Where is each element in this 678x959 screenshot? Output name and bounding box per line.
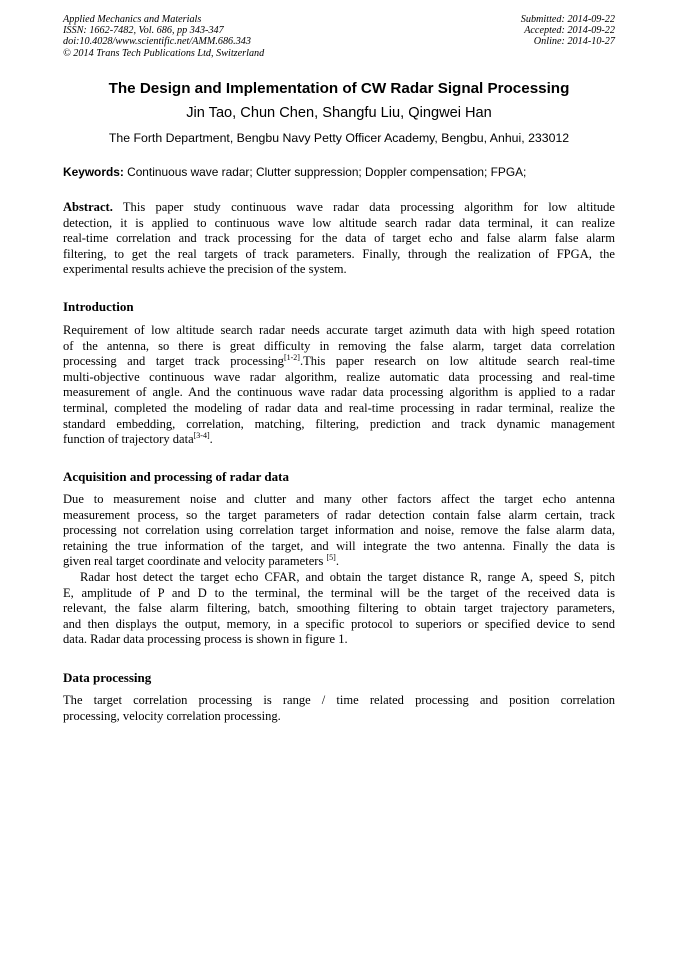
affiliation: The Forth Department, Bengbu Navy Petty Officer Academy, Bengbu, Anhui, 233012 <box>108 131 570 145</box>
citation-1-2: [1-2] <box>283 353 300 363</box>
paragraph-line: measurement process, so the target parameters of radar detection contain false alarm certain, track <box>63 507 615 522</box>
paragraph-line <box>63 554 615 570</box>
paragraph-line: of the antenna, so there is great difficulty in removing the false alarm, target data correlation <box>63 338 615 353</box>
dates-info <box>521 14 615 48</box>
paragraph-line: E, amplitude of P and D to the terminal, the terminal will be the target of the received data is <box>63 585 615 600</box>
line-text: .This paper research on low altitude search real-time <box>299 354 615 369</box>
doi-line: doi:10.4028/www.scientific.net/AMM.686.343 <box>63 36 251 48</box>
abstract-line: real-time correlation and track processing for the data of target echo and false alarm false alarm <box>63 231 615 246</box>
paragraph-line: data. Radar data processing process is shown in figure 1. <box>63 632 348 647</box>
accepted-date: Accepted: 2014-09-22 <box>524 25 615 37</box>
paragraph-line: terminal, completed the modeling of radar data and real-time processing in radar terminal, realize the <box>63 400 615 415</box>
copyright-line: © 2014 Trans Tech Publications Ltd, Switzerland <box>63 47 265 59</box>
paragraph-line: standard embedding, correlation, matching, filtering, prediction and track dynamic management <box>63 416 615 431</box>
submitted-date: Submitted: 2014-09-22 <box>520 14 615 25</box>
abstract-line: experimental results achieve the precision of the system. <box>63 262 347 277</box>
line-text: function of trajectory data <box>63 432 194 447</box>
citation-3-4: [3-4] <box>193 430 210 440</box>
paragraph-line: and then displays the output, memory, in a specific protocol to superiors or specified device to send <box>63 616 615 631</box>
paragraph-line: processing not correlation using correlation target information and noise, remove the false alarm data, <box>63 523 615 538</box>
introduction-body <box>63 323 615 448</box>
line-text: processing and target track processing <box>63 354 284 369</box>
line-text: . <box>209 432 213 447</box>
journal-name: Applied Mechanics and Materials <box>63 14 202 25</box>
keywords <box>63 165 615 179</box>
paragraph-line: The target correlation processing is range / time related processing and position correlation <box>63 693 615 707</box>
line-text: . <box>335 554 339 569</box>
abstract <box>63 200 615 278</box>
author-list: Jin Tao, Chun Chen, Shangfu Liu, Qingwei Han <box>186 105 492 121</box>
issn-line: ISSN: 1662-7482, Vol. 686, pp 343-347 <box>63 25 224 37</box>
paragraph-line: processing, velocity correlation processing. <box>63 708 281 723</box>
paragraph-line: Due to measurement noise and clutter and many other factors affect the target echo antenna <box>63 492 615 506</box>
citation-5: [5] <box>326 553 336 563</box>
data-processing-heading: Data processing <box>63 670 152 685</box>
keywords-text: Continuous wave radar; Clutter suppression; Doppler compensation; FPGA; <box>127 165 527 179</box>
introduction-heading: Introduction <box>63 299 134 314</box>
keywords-label: Keywords: <box>63 165 124 179</box>
abstract-line: This paper study continuous wave radar data processing algorithm for low altitude <box>122 200 615 214</box>
online-date: Online: 2014-10-27 <box>533 36 615 48</box>
paragraph-line: measurement of angle. And the continuous wave radar data processing algorithm is applied to a radar <box>63 385 615 400</box>
line-text: given real target coordinate and velocity parameters <box>63 554 327 569</box>
paragraph-line: relevant, the false alarm filtering, batch, smoothing filtering to obtain target trajectory parameters, <box>63 601 615 616</box>
acquisition-body <box>63 492 615 648</box>
paragraph-line: retaining the true information of the target, and will integrate the two antenna. Finally the data is <box>63 538 615 553</box>
acquisition-heading: Acquisition and processing of radar data <box>63 469 289 484</box>
paragraph-line: Radar host detect the target echo CFAR, and obtain the target distance R, range A, speed S, pitch <box>80 569 615 584</box>
paragraph-line: multi-objective continuous wave radar algorithm, realize automatic data processing and real-time <box>63 369 615 384</box>
abstract-line: detection, it is applied to continuous wave low altitude search radar data terminal, it can realize <box>63 215 615 230</box>
abstract-label: Abstract. <box>63 200 113 214</box>
paragraph-line <box>63 354 615 370</box>
data-processing-body <box>63 693 615 724</box>
abstract-line: filtering, to get the real targets of track parameters. Finally, through the realization of FPGA, the <box>63 246 615 261</box>
paragraph-line <box>63 432 615 448</box>
paragraph-line: Requirement of low altitude search radar needs accurate target azimuth data with high speed rotation <box>63 323 615 337</box>
paper-title: The Design and Implementation of CW Radar Signal Processing <box>108 80 570 97</box>
journal-info <box>63 14 264 59</box>
